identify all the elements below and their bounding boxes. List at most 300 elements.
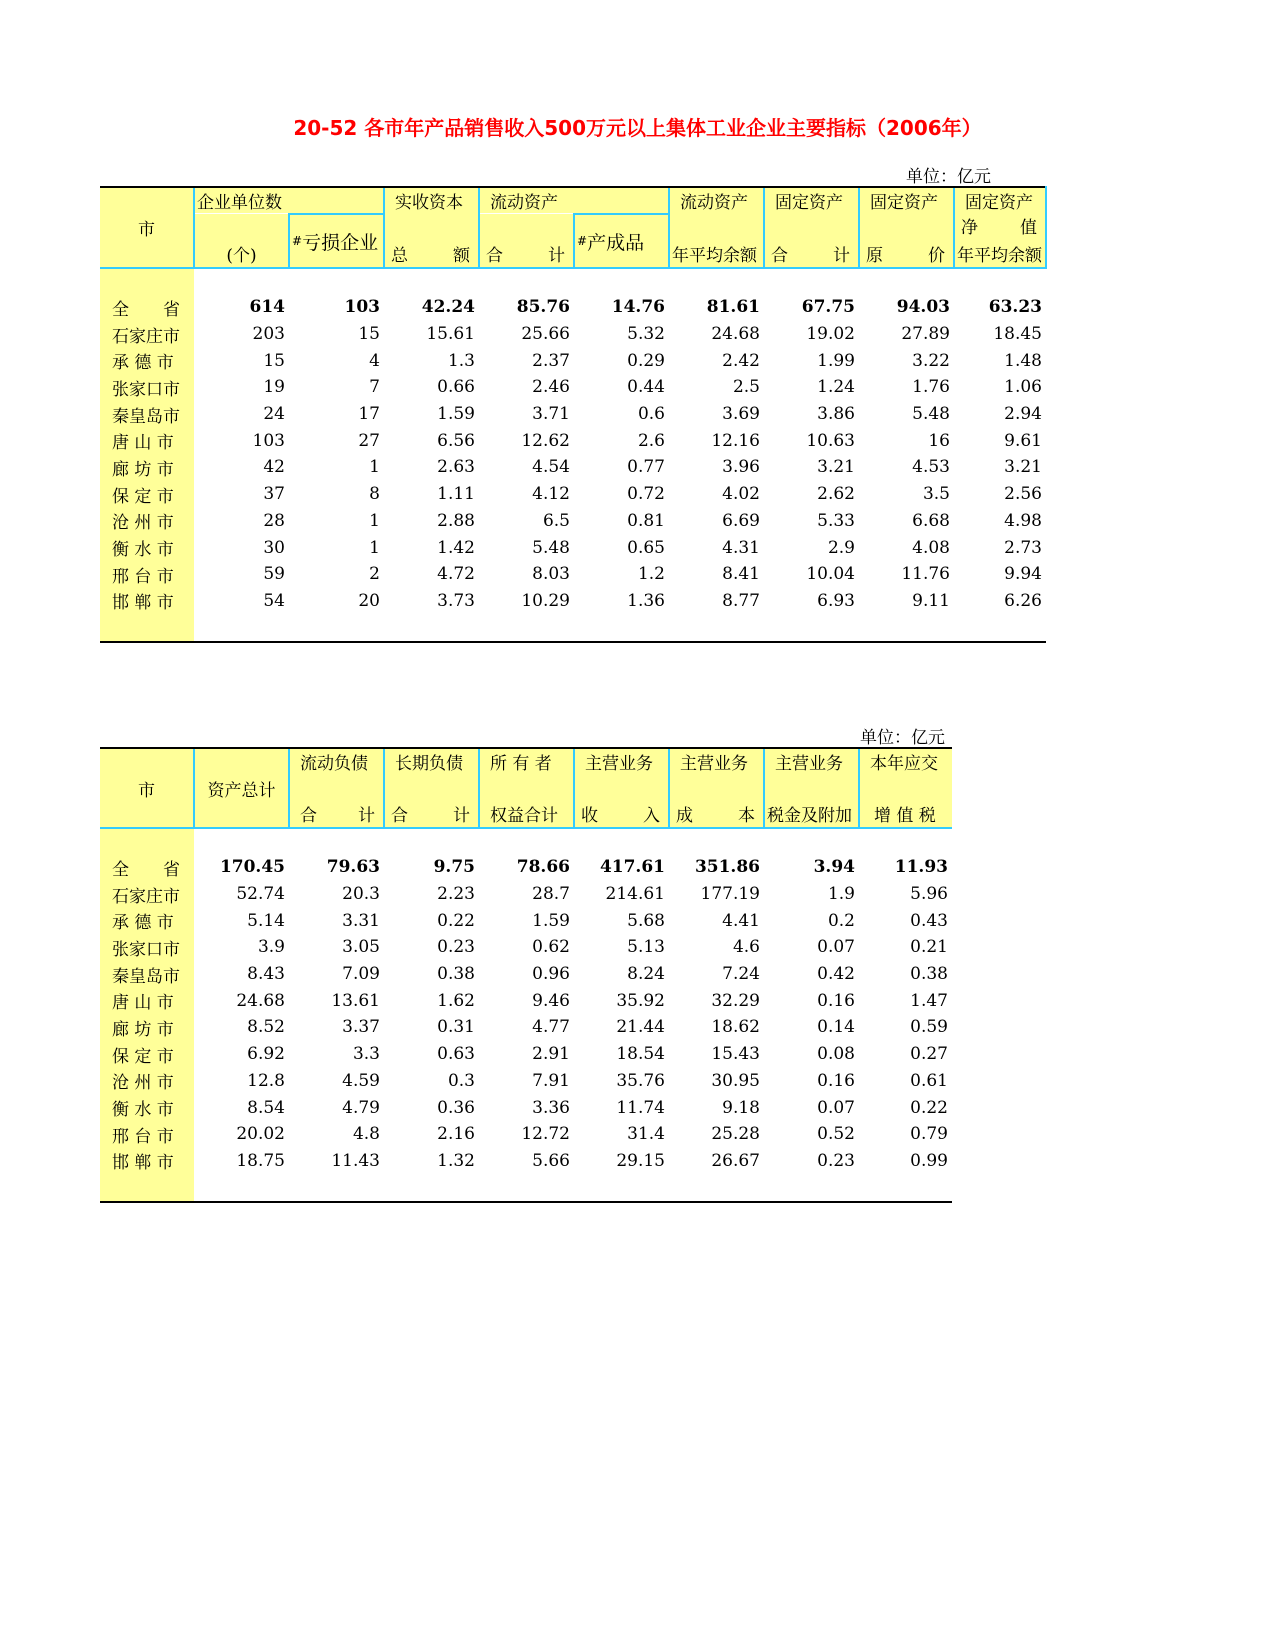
header-text: 所 有 者 xyxy=(490,754,552,774)
city-name: 石家庄市 xyxy=(100,881,194,908)
data-cell: 15.61 xyxy=(426,324,475,345)
header-text: 成 xyxy=(676,806,693,826)
table-row xyxy=(100,881,952,908)
table1-header-blank xyxy=(194,214,289,240)
city-cell-spacer xyxy=(100,1174,194,1202)
data-cell: 0.22 xyxy=(910,1097,948,1118)
data-cell: 1.9 xyxy=(827,884,855,905)
table-row xyxy=(100,427,1046,454)
data-cell: 15 xyxy=(358,324,380,345)
header-text: 合 xyxy=(391,806,408,826)
header-text: 收 xyxy=(581,806,598,826)
data-cell: 170.45 xyxy=(219,857,285,878)
header-text-spread xyxy=(482,241,571,266)
table-row xyxy=(100,508,1046,535)
table2-header-vat-payable xyxy=(859,748,952,774)
data-cell: 94.03 xyxy=(896,297,950,318)
header-text: (个) xyxy=(226,246,257,266)
data-cell: 0.79 xyxy=(910,1124,948,1145)
data-cell: 42 xyxy=(263,457,285,478)
data-cell: 2.63 xyxy=(437,457,475,478)
data-cell: 3.21 xyxy=(817,457,855,478)
data-cell: 2.16 xyxy=(437,1124,475,1145)
data-cell: 78.66 xyxy=(516,857,570,878)
data-cell: 8 xyxy=(369,484,380,505)
data-cell: 2.6 xyxy=(637,430,665,451)
data-cell: 18.62 xyxy=(711,1017,760,1038)
data-cell: 0.27 xyxy=(910,1044,948,1065)
table2-header-cost xyxy=(669,800,764,828)
header-text: 资产总计 xyxy=(207,780,276,801)
data-cell: 2.37 xyxy=(532,350,570,371)
data-cell: 0.52 xyxy=(817,1124,855,1145)
table1-header-fixed-assets-net xyxy=(954,187,1046,240)
data-cell: 1.3 xyxy=(447,350,475,371)
data-cell: 4.12 xyxy=(532,484,570,505)
data-cell: 30.95 xyxy=(711,1070,760,1091)
header-text: 市 xyxy=(138,780,155,801)
data-cell: 4.59 xyxy=(342,1070,380,1091)
data-cell: 8.03 xyxy=(532,564,570,585)
data-cell: 7.91 xyxy=(532,1070,570,1091)
data-cell: 42.24 xyxy=(421,297,475,318)
table-row xyxy=(100,347,1046,374)
data-cell: 18.54 xyxy=(616,1044,665,1065)
table-row xyxy=(100,588,1046,615)
data-cell: 4.02 xyxy=(722,484,760,505)
header-text: 入 xyxy=(643,806,660,826)
header-text: 固定资产 xyxy=(775,193,843,213)
data-cell: 5.13 xyxy=(627,937,665,958)
data-cell: 2.88 xyxy=(437,510,475,531)
data-cell: 0.59 xyxy=(910,1017,948,1038)
data-cell: 5.33 xyxy=(817,510,855,531)
data-cell: 20.02 xyxy=(236,1124,285,1145)
data-cell: 10.29 xyxy=(521,590,570,611)
hash-mark: # xyxy=(577,233,588,248)
data-cell: 3.9 xyxy=(257,937,285,958)
city-name: 张家口市 xyxy=(100,374,194,401)
data-cell: 3.05 xyxy=(342,937,380,958)
city-name: 承 德 市 xyxy=(100,347,194,374)
data-cell: 3.31 xyxy=(342,910,380,931)
header-text: 税金及附加 xyxy=(767,806,852,826)
data-cell: 0.14 xyxy=(817,1017,855,1038)
table-row xyxy=(100,321,1046,348)
table2 xyxy=(100,747,952,1203)
data-cell: 1.99 xyxy=(817,350,855,371)
table2-header-sum xyxy=(384,800,479,828)
city-name: 廊 坊 市 xyxy=(100,454,194,481)
data-cell: 2.9 xyxy=(827,537,855,558)
data-cell: 24.68 xyxy=(711,324,760,345)
header-text: 总 xyxy=(391,246,408,266)
spacer xyxy=(194,268,1046,294)
header-text: 计 xyxy=(833,246,850,266)
table2-header-blank xyxy=(764,774,859,800)
data-cell: 4.53 xyxy=(912,457,950,478)
data-cell: 30 xyxy=(263,537,285,558)
data-cell: 4.31 xyxy=(722,537,760,558)
data-cell: 2.46 xyxy=(532,377,570,398)
table2-body xyxy=(100,854,952,1174)
data-cell: 0.16 xyxy=(817,1070,855,1091)
header-text: 主营业务 xyxy=(775,754,843,774)
data-cell: 6.56 xyxy=(437,430,475,451)
data-cell: 0.21 xyxy=(910,937,948,958)
data-cell: 5.48 xyxy=(532,537,570,558)
table1-header-fixed-assets-original xyxy=(859,187,954,240)
data-cell: 103 xyxy=(344,297,380,318)
data-cell: 15 xyxy=(263,350,285,371)
table1-header-sum xyxy=(479,240,574,268)
data-cell: 79.63 xyxy=(326,857,380,878)
data-cell: 0.23 xyxy=(817,1150,855,1171)
table-row xyxy=(100,454,1046,481)
data-cell: 5.32 xyxy=(627,324,665,345)
table2-header-main-tax xyxy=(764,748,859,774)
header-text: 本 xyxy=(738,806,755,826)
table-row xyxy=(100,854,952,881)
city-name: 秦皇岛市 xyxy=(100,961,194,988)
data-cell: 0.77 xyxy=(627,457,665,478)
table1-header-fixed-assets xyxy=(764,187,859,240)
data-cell: 31.4 xyxy=(627,1124,665,1145)
data-cell: 1 xyxy=(369,537,380,558)
data-cell: 5.96 xyxy=(910,884,948,905)
data-cell: 11.43 xyxy=(331,1150,380,1171)
data-cell: 6.26 xyxy=(1004,590,1042,611)
data-cell: 1.24 xyxy=(817,377,855,398)
data-cell: 28 xyxy=(263,510,285,531)
data-cell: 2.23 xyxy=(437,884,475,905)
data-cell: 1.62 xyxy=(437,990,475,1011)
data-cell: 1.32 xyxy=(437,1150,475,1171)
header-text: 主营业务 xyxy=(680,754,748,774)
city-name: 邯 郸 市 xyxy=(100,1148,194,1175)
data-cell: 29.15 xyxy=(616,1150,665,1171)
data-cell: 14.76 xyxy=(611,297,665,318)
city-name: 保 定 市 xyxy=(100,1041,194,1068)
data-cell: 0.6 xyxy=(637,404,665,425)
table1-header-city xyxy=(100,187,194,268)
data-cell: 0.36 xyxy=(437,1097,475,1118)
table-row xyxy=(100,561,1046,588)
table2-header-city xyxy=(100,748,194,828)
header-text-spread xyxy=(767,241,856,266)
header-text-spread xyxy=(387,241,476,266)
data-cell: 1.48 xyxy=(1004,350,1042,371)
table2-header-blank xyxy=(384,774,479,800)
data-cell: 2.56 xyxy=(1004,484,1042,505)
city-name: 邯 郸 市 xyxy=(100,588,194,615)
data-cell: 4.79 xyxy=(342,1097,380,1118)
data-cell: 28.7 xyxy=(532,884,570,905)
data-cell: 6.5 xyxy=(542,510,570,531)
header-text: 年平均余额 xyxy=(957,246,1042,266)
data-cell: 0.42 xyxy=(817,964,855,985)
data-cell: 4.41 xyxy=(722,910,760,931)
header-text: 固定资产 xyxy=(870,193,938,213)
city-name: 全 省 xyxy=(100,294,194,321)
data-cell: 2.91 xyxy=(532,1044,570,1065)
data-cell: 0.23 xyxy=(437,937,475,958)
data-cell: 1.36 xyxy=(627,590,665,611)
data-cell: 0.16 xyxy=(817,990,855,1011)
data-cell: 0.62 xyxy=(532,937,570,958)
city-name: 石家庄市 xyxy=(100,321,194,348)
header-text: 本年应交 xyxy=(870,754,938,774)
header-text: 计 xyxy=(453,806,470,826)
city-name: 唐 山 市 xyxy=(100,427,194,454)
data-cell: 0.81 xyxy=(627,510,665,531)
data-cell: 8.77 xyxy=(722,590,760,611)
data-cell: 20 xyxy=(358,590,380,611)
data-cell: 10.04 xyxy=(806,564,855,585)
data-cell: 19.02 xyxy=(806,324,855,345)
header-text-spread xyxy=(292,801,381,826)
data-cell: 1 xyxy=(369,457,380,478)
table1-header-finished-goods xyxy=(574,214,669,268)
table1-header-blank xyxy=(479,214,574,240)
data-cell: 25.28 xyxy=(711,1124,760,1145)
data-cell: 32.29 xyxy=(711,990,760,1011)
data-cell: 4.8 xyxy=(352,1124,380,1145)
data-cell: 1.59 xyxy=(532,910,570,931)
data-cell: 5.68 xyxy=(627,910,665,931)
table2-header-tax-surcharge xyxy=(764,800,859,828)
data-cell: 12.62 xyxy=(521,430,570,451)
data-cell: 67.75 xyxy=(801,297,855,318)
spacer xyxy=(194,828,952,854)
header-text: 流动资产 xyxy=(490,193,558,213)
header-text: 长期负债 xyxy=(395,754,463,774)
data-cell: 37 xyxy=(263,484,285,505)
header-text-spread xyxy=(957,213,1043,238)
data-cell: 54 xyxy=(263,590,285,611)
table-row xyxy=(100,1121,952,1148)
table1-header-avg-balance xyxy=(954,240,1046,268)
data-cell: 15.43 xyxy=(711,1044,760,1065)
data-cell: 2.73 xyxy=(1004,537,1042,558)
data-cell: 0.07 xyxy=(817,937,855,958)
header-text: 价 xyxy=(928,246,945,266)
table-row xyxy=(100,534,1046,561)
data-cell: 0.29 xyxy=(627,350,665,371)
data-cell: 18.75 xyxy=(236,1150,285,1171)
table1-unit: 单位：亿元 xyxy=(906,167,991,187)
data-cell: 81.61 xyxy=(706,297,760,318)
data-cell: 1.11 xyxy=(437,484,475,505)
header-text: 合 xyxy=(300,806,317,826)
data-cell: 6.68 xyxy=(912,510,950,531)
header-text-spread xyxy=(672,801,761,826)
data-cell: 12.72 xyxy=(521,1124,570,1145)
header-text: 流动资产 xyxy=(680,193,748,213)
data-cell: 0.31 xyxy=(437,1017,475,1038)
data-cell: 0.61 xyxy=(910,1070,948,1091)
spacer xyxy=(194,614,1046,642)
data-cell: 1.06 xyxy=(1004,377,1042,398)
data-cell: 3.94 xyxy=(813,857,855,878)
data-cell: 5.48 xyxy=(912,404,950,425)
table2-header-blank xyxy=(574,774,669,800)
data-cell: 3.71 xyxy=(532,404,570,425)
table2-header-long-term-liabilities xyxy=(384,748,479,774)
table1-header-sum xyxy=(764,240,859,268)
data-cell: 13.61 xyxy=(331,990,380,1011)
data-cell: 3.96 xyxy=(722,457,760,478)
table-row xyxy=(100,934,952,961)
data-cell: 6.93 xyxy=(817,590,855,611)
data-cell: 9.94 xyxy=(1004,564,1042,585)
data-cell: 12.16 xyxy=(711,430,760,451)
table1-header-current-assets xyxy=(479,187,669,214)
table1-header-current-assets-avg xyxy=(669,187,764,240)
table2-header-owners-equity xyxy=(479,748,574,774)
data-cell: 9.61 xyxy=(1004,430,1042,451)
data-cell: 2.5 xyxy=(732,377,760,398)
header-text: 计 xyxy=(358,806,375,826)
data-cell: 3.36 xyxy=(532,1097,570,1118)
city-name: 沧 州 市 xyxy=(100,508,194,535)
data-cell: 4 xyxy=(369,350,380,371)
city-name: 保 定 市 xyxy=(100,481,194,508)
header-text: 产成品 xyxy=(587,231,645,254)
header-text: 合 xyxy=(486,246,503,266)
table2-header-blank xyxy=(669,774,764,800)
city-name: 承 德 市 xyxy=(100,907,194,934)
table1 xyxy=(100,186,1047,643)
data-cell: 103 xyxy=(252,430,285,451)
data-cell: 8.41 xyxy=(722,564,760,585)
data-cell: 614 xyxy=(249,297,285,318)
data-cell: 0.63 xyxy=(437,1044,475,1065)
data-cell: 6.69 xyxy=(722,510,760,531)
city-name: 邢 台 市 xyxy=(100,1121,194,1148)
header-text: 固定资产 xyxy=(965,193,1033,213)
table2-header-blank xyxy=(859,774,952,800)
data-cell: 7.24 xyxy=(722,964,760,985)
data-cell: 24.68 xyxy=(236,990,285,1011)
data-cell: 5.14 xyxy=(247,910,285,931)
data-cell: 0.66 xyxy=(437,377,475,398)
data-cell: 351.86 xyxy=(694,857,760,878)
header-text: 实收资本 xyxy=(395,193,463,213)
data-cell: 52.74 xyxy=(236,884,285,905)
data-cell: 9.11 xyxy=(912,590,950,611)
data-cell: 0.72 xyxy=(627,484,665,505)
data-cell: 11.74 xyxy=(616,1097,665,1118)
data-cell: 177.19 xyxy=(700,884,760,905)
table1-header-enterprise-count xyxy=(194,187,384,214)
table2-header-sum xyxy=(289,800,384,828)
data-cell: 2.94 xyxy=(1004,404,1042,425)
header-text-spread xyxy=(387,801,476,826)
city-name: 沧 州 市 xyxy=(100,1068,194,1095)
table-row xyxy=(100,401,1046,428)
city-cell-spacer xyxy=(100,828,194,854)
spacer xyxy=(194,1174,952,1202)
table2-header-main-cost xyxy=(669,748,764,774)
data-cell: 3.21 xyxy=(1004,457,1042,478)
page-title: 20-52 各市年产品销售收入500万元以上集体工业企业主要指标（2006年） xyxy=(293,116,982,140)
city-name: 衡 水 市 xyxy=(100,1094,194,1121)
data-cell: 8.54 xyxy=(247,1097,285,1118)
data-cell: 11.76 xyxy=(901,564,950,585)
data-cell: 0.22 xyxy=(437,910,475,931)
table1-header-avg-balance xyxy=(669,240,764,268)
header-text: 增 值 税 xyxy=(874,806,936,826)
data-cell: 3.69 xyxy=(722,404,760,425)
data-cell: 2.62 xyxy=(817,484,855,505)
city-name: 衡 水 市 xyxy=(100,534,194,561)
data-cell: 11.93 xyxy=(894,857,948,878)
header-text: 净 xyxy=(961,218,978,238)
data-cell: 10.63 xyxy=(806,430,855,451)
header-text: 亏损企业 xyxy=(302,231,379,254)
data-cell: 0.99 xyxy=(910,1150,948,1171)
data-cell: 3.37 xyxy=(342,1017,380,1038)
table-row xyxy=(100,987,952,1014)
header-text: 流动负债 xyxy=(300,754,368,774)
data-cell: 17 xyxy=(358,404,380,425)
data-cell: 1.59 xyxy=(437,404,475,425)
data-cell: 0.43 xyxy=(910,910,948,931)
city-name: 唐 山 市 xyxy=(100,987,194,1014)
header-text: 合 xyxy=(771,246,788,266)
table-row xyxy=(100,481,1046,508)
data-cell: 27 xyxy=(358,430,380,451)
data-cell: 35.92 xyxy=(616,990,665,1011)
data-cell: 9.46 xyxy=(532,990,570,1011)
data-cell: 0.38 xyxy=(437,964,475,985)
data-cell: 8.43 xyxy=(247,964,285,985)
data-cell: 1.47 xyxy=(910,990,948,1011)
city-cell-spacer xyxy=(100,614,194,642)
data-cell: 0.44 xyxy=(627,377,665,398)
table-row xyxy=(100,907,952,934)
header-text-spread xyxy=(862,241,951,266)
data-cell: 27.89 xyxy=(901,324,950,345)
table1-header-total xyxy=(384,240,479,268)
data-cell: 18.45 xyxy=(993,324,1042,345)
table-row xyxy=(100,1014,952,1041)
data-cell: 25.66 xyxy=(521,324,570,345)
data-cell: 0.3 xyxy=(447,1070,475,1091)
data-cell: 3.5 xyxy=(922,484,950,505)
data-cell: 2 xyxy=(369,564,380,585)
data-cell: 3.22 xyxy=(912,350,950,371)
header-text: 权益合计 xyxy=(490,806,558,826)
data-cell: 4.6 xyxy=(732,937,760,958)
data-cell: 8.52 xyxy=(247,1017,285,1038)
data-cell: 3.73 xyxy=(437,590,475,611)
table1-header-unit-ge xyxy=(194,240,289,268)
hash-mark: # xyxy=(292,233,303,248)
table2-header-blank xyxy=(479,774,574,800)
data-cell: 1.76 xyxy=(912,377,950,398)
table2-header-revenue xyxy=(574,800,669,828)
data-cell: 203 xyxy=(252,324,285,345)
data-cell: 35.76 xyxy=(616,1070,665,1091)
data-cell: 3.86 xyxy=(817,404,855,425)
table-row xyxy=(100,1094,952,1121)
data-cell: 16 xyxy=(928,430,950,451)
data-cell: 1.42 xyxy=(437,537,475,558)
city-name: 邢 台 市 xyxy=(100,561,194,588)
data-cell: 0.08 xyxy=(817,1044,855,1065)
